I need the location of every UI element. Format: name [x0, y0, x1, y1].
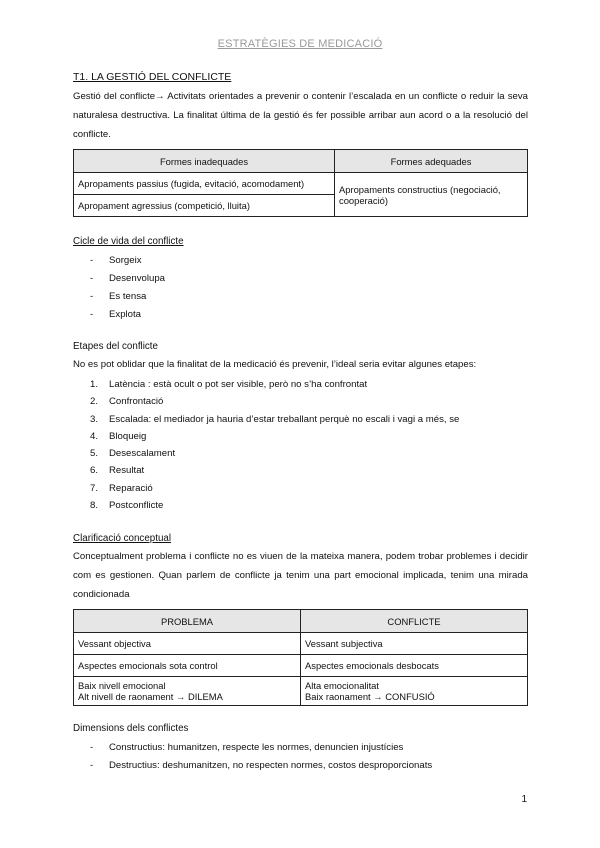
list-item: - Destructius: deshumanitzen, no respecten normes, costos desproporcionats — [73, 757, 528, 775]
document-content — [73, 70, 528, 775]
list-item — [73, 480, 528, 497]
adequate-constructive-cell: Apropaments constructius (negociació, cooperació) — [335, 173, 528, 217]
cell-line: Baix raonament → CONFUSIÓ — [305, 691, 435, 703]
list-number: 3. — [90, 413, 99, 425]
list-number: 1. — [90, 379, 99, 390]
list-text: Reparació — [109, 482, 153, 494]
list-item — [73, 428, 528, 445]
clarification-heading: Clarificació conceptual — [73, 533, 172, 545]
list-item — [73, 376, 528, 393]
table-row — [74, 677, 528, 706]
list-text: Latència : està ocult o pot ser visible, però no s’ha confrontat — [109, 379, 368, 390]
inadequate-aggressive-cell: Apropament agressius (competició, lluita) — [74, 195, 335, 217]
list-text: Resultat — [109, 465, 145, 477]
stages-intro: No es pot oblidar que la finalitat de la medicació és prevenir, l’ideal seria evitar algunes etapes: — [73, 359, 477, 370]
forms-table-header-adequate: Formes adequades — [335, 150, 528, 173]
clarification-intro: Conceptualment problema i conflicte no es viuen de la mateixa manera, podem trobar problemes i decidir com es gestionen. Quan parlem de conflicte ja tenim una part emocional implicada, tenim una mirada condicionada — [73, 551, 528, 601]
problem-cell: Vessant objectiva — [74, 633, 301, 655]
forms-table-header-inadequate: Formes inadequades — [74, 150, 335, 173]
list-number: 7. — [90, 482, 99, 494]
table-row — [74, 633, 528, 655]
problem-cell: Aspectes emocionals sota control — [74, 655, 301, 677]
list-item — [73, 445, 528, 462]
list-item: - Constructius: humanitzen, respecte les normes, denuncien injustícies — [73, 739, 528, 757]
cell-line: Baix nivell emocional — [78, 680, 166, 692]
list-text: Postconflicte — [109, 500, 164, 512]
table-row — [74, 655, 528, 677]
list-number: 5. — [90, 448, 99, 460]
list-item — [73, 497, 528, 514]
stages-heading: Etapes del conflicte — [73, 341, 158, 352]
list-number: 4. — [90, 430, 99, 442]
list-item: - Sorgeix — [73, 252, 528, 270]
list-text: Escalada: el mediador ja hauria d’estar treballant perquè no escali i vagi a més, se — [109, 413, 460, 425]
list-item — [73, 393, 528, 410]
section-heading: T1. LA GESTIÓ DEL CONFLICTE — [73, 71, 232, 83]
problem-cell — [74, 677, 301, 706]
list-text: Desescalament — [109, 448, 176, 460]
list-item: - Explota — [73, 306, 528, 324]
conflict-cell: Aspectes emocionals desbocats — [301, 655, 528, 677]
conflict-cell — [301, 677, 528, 706]
lifecycle-heading: Cicle de vida del conflicte — [73, 236, 184, 247]
list-item — [73, 462, 528, 479]
list-item: - Desenvolupa — [73, 270, 528, 288]
cell-line: Alta emocionalitat — [305, 680, 379, 692]
list-item: - Es tensa — [73, 288, 528, 306]
list-text: Bloqueig — [109, 430, 147, 442]
problem-header: PROBLEMA — [74, 610, 301, 633]
list-item — [73, 411, 528, 428]
list-number: 2. — [90, 396, 99, 408]
inadequate-passive-cell: Apropaments passius (fugida, evitació, acomodament) — [74, 173, 335, 195]
conflict-header: CONFLICTE — [301, 610, 528, 633]
dimensions-heading: Dimensions dels conflictes — [73, 723, 189, 735]
conflict-cell: Vessant subjectiva — [301, 633, 528, 655]
document-title: ESTRATÈGIES DE MEDICACIÓ — [217, 38, 383, 50]
cell-line: Alt nivell de raonament → DILEMA — [78, 691, 223, 703]
dimensions-list — [73, 739, 528, 775]
problem-conflict-table — [73, 609, 528, 706]
forms-table — [73, 149, 528, 217]
stages-list — [73, 376, 528, 514]
list-text: Confrontació — [109, 396, 164, 408]
list-number: 6. — [90, 465, 99, 477]
list-number: 8. — [90, 500, 99, 512]
page-number: 1 — [521, 794, 527, 805]
lifecycle-list — [73, 252, 528, 324]
conflict-management-definition: Gestió del conflicte→ Activitats orientades a prevenir o contenir l’escalada en un conflicte o reduir la seva naturalesa destructiva. La finalitat última de la gestió és fer possible arribar aun acord o a la resolució del conflicte. — [73, 91, 528, 140]
